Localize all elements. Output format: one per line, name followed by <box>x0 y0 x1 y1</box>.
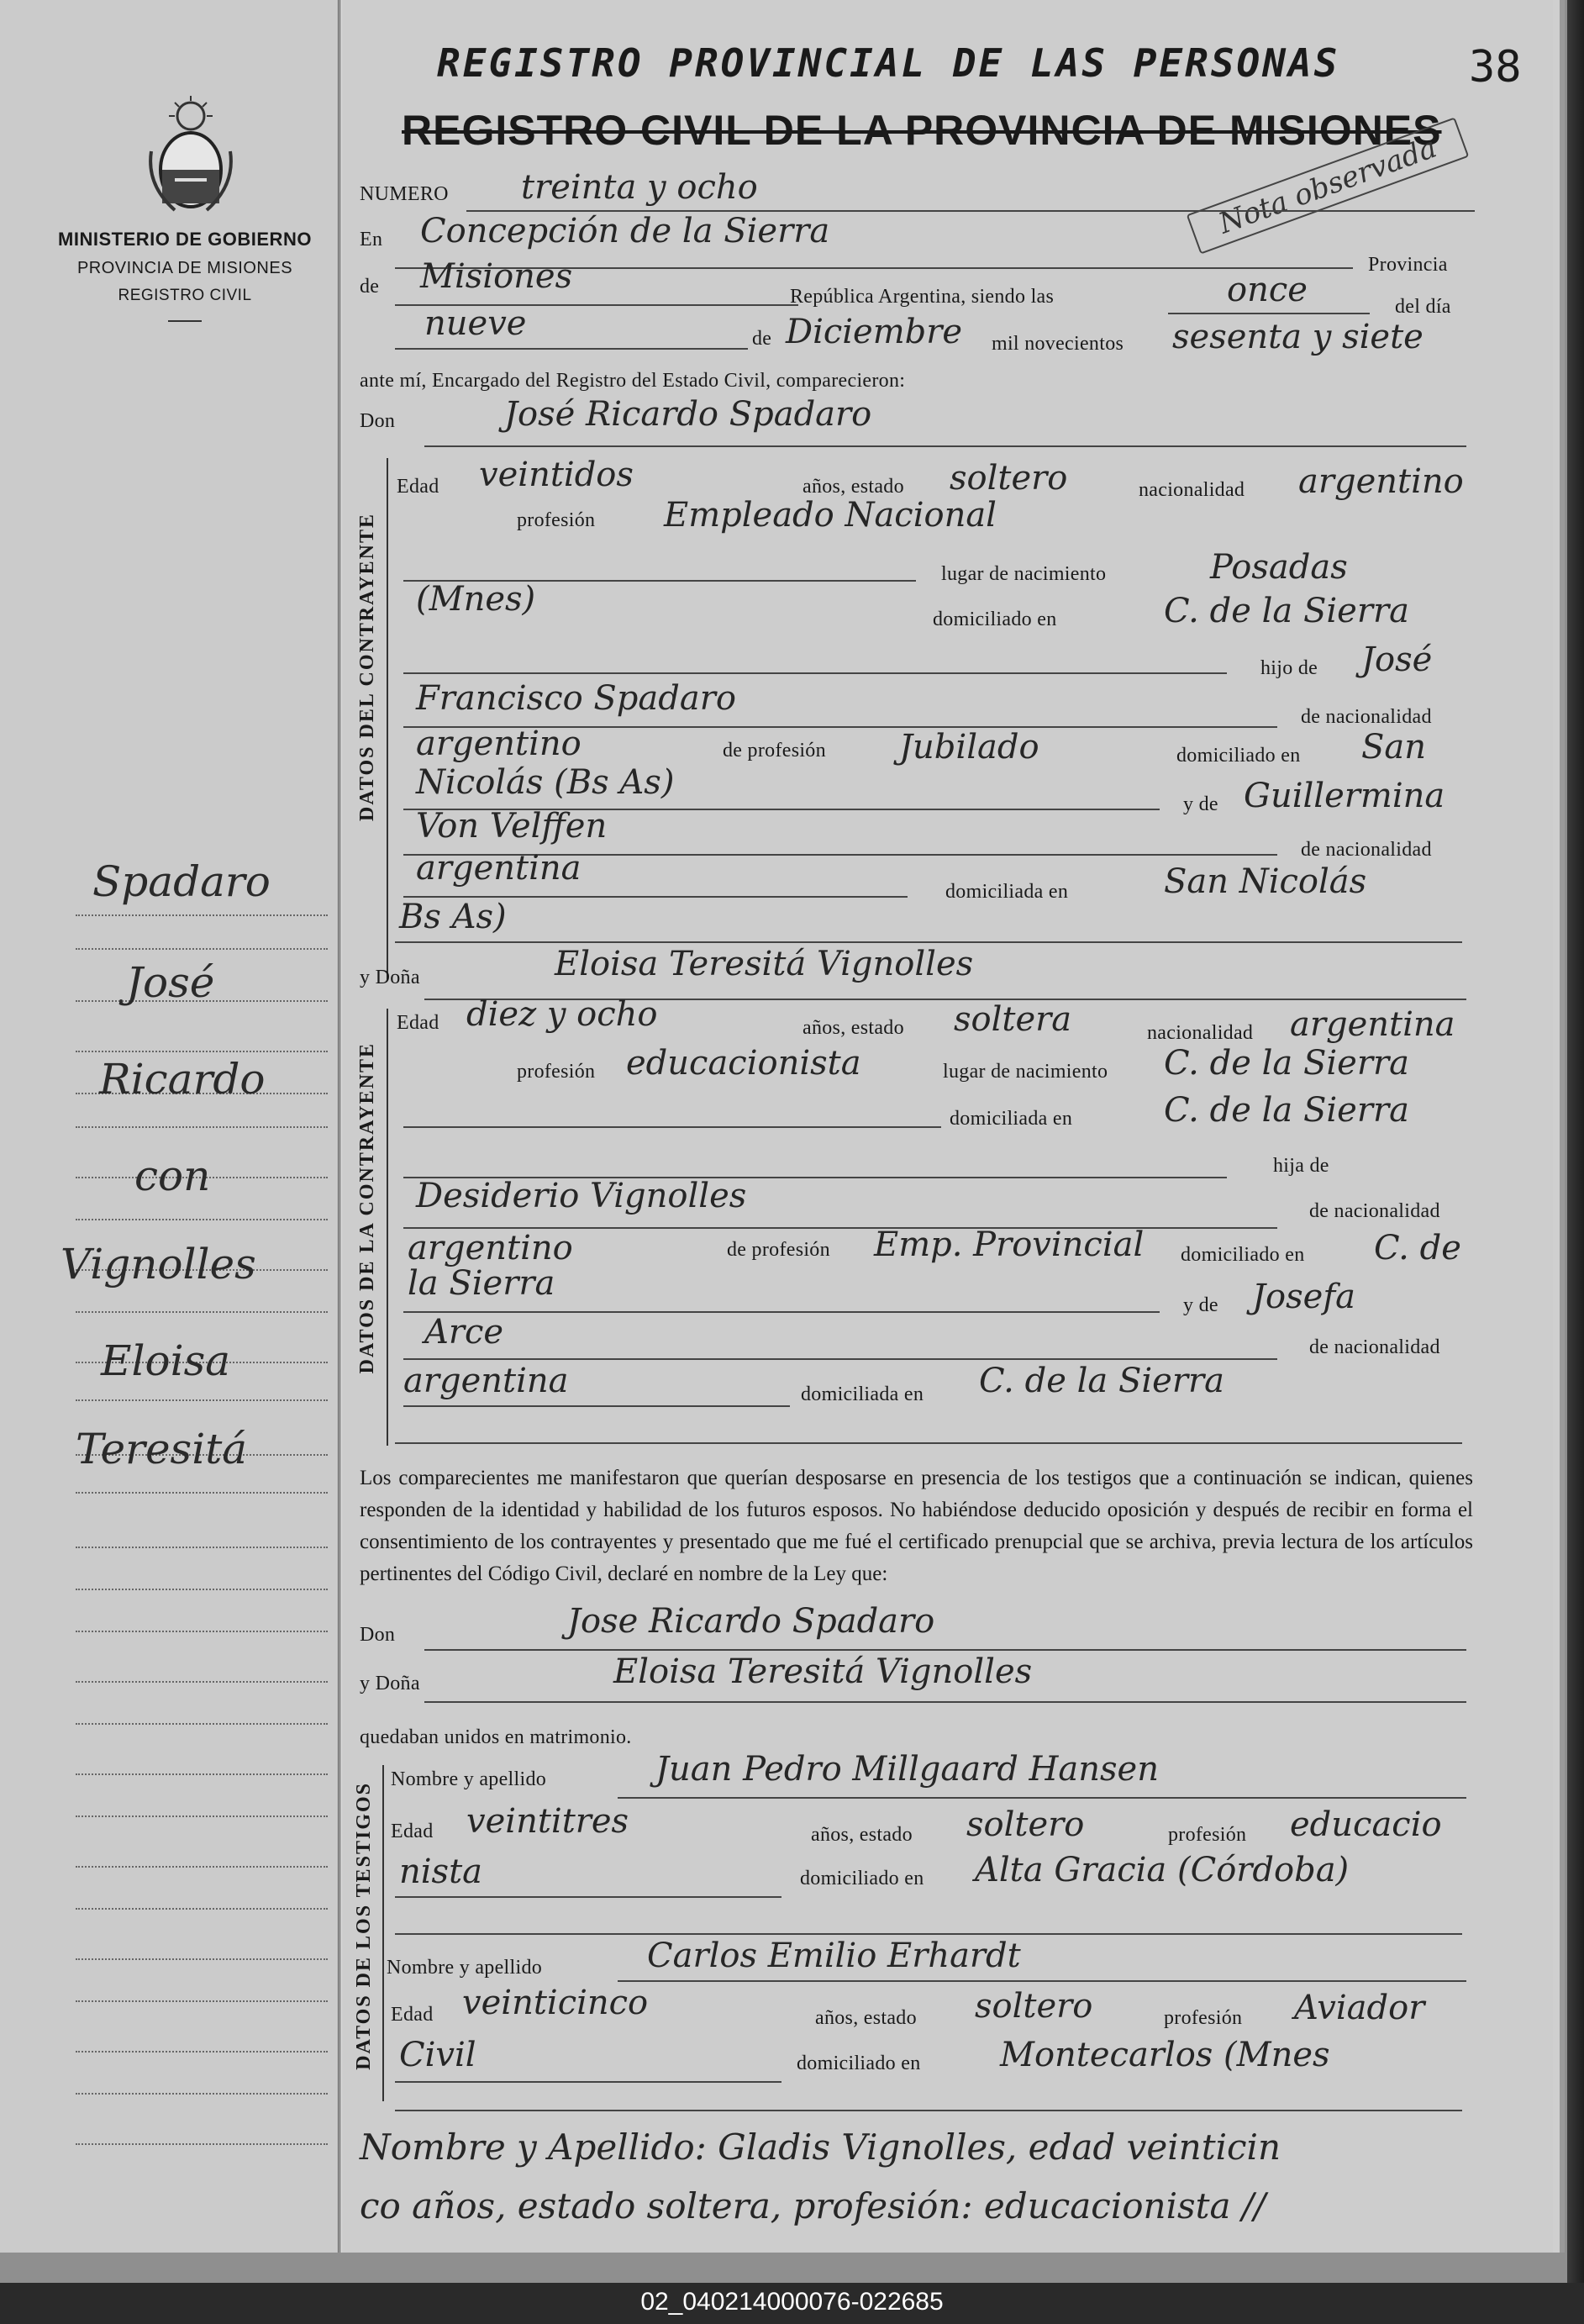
madre-domicilio-value-2: C. de la Sierra <box>979 1362 1224 1400</box>
scan-id-label: 02_040214000076-022685 <box>640 2288 944 2316</box>
de-profesion-label-2: de profesión <box>727 1239 830 1261</box>
t1-edad-label: Edad <box>391 1821 434 1842</box>
book-spine <box>1567 0 1584 2324</box>
ruled-line <box>76 1051 328 1052</box>
addendum-line-1: Nombre y Apellido: Gladis Vignolles, edad veinticin <box>360 2126 1281 2168</box>
annotation-stamp: Nota observada <box>1187 117 1470 254</box>
de-mes-label: de <box>752 328 772 350</box>
madre-domiciliada-label: domiciliada en <box>945 881 1069 903</box>
domiciliado-label: domiciliado en <box>933 609 1057 630</box>
t1-profesion-value: educacio <box>1290 1805 1442 1844</box>
estado-value: soltero <box>950 459 1068 498</box>
ruled-line <box>76 1866 328 1868</box>
hora-value: once <box>1227 271 1308 309</box>
estado-value-2: soltera <box>954 1000 1072 1039</box>
t2-domicilio-value: Montecarlos (Mnes <box>1000 2036 1330 2074</box>
padre-domicilio-cont-2: la Sierra <box>408 1264 555 1303</box>
t2-edad-value: veinticinco <box>462 1984 649 2022</box>
margin-name-connector: con <box>134 1151 211 1200</box>
ruled-line <box>76 1815 328 1817</box>
ministry-line-3: REGISTRO CIVIL <box>118 287 252 304</box>
contrayente-section-label: DATOS DEL CONTRAYENTE <box>356 513 378 821</box>
padre-nacionalidad-value: argentino <box>416 725 582 763</box>
ruled-line <box>76 1311 328 1313</box>
form-line <box>424 445 1466 447</box>
edad-label: Edad <box>397 476 439 498</box>
unidos-label: quedaban unidos en matrimonio. <box>360 1726 632 1748</box>
ruled-line <box>76 2051 328 2053</box>
margin-name-bride-first: Eloisa <box>101 1336 231 1385</box>
nacionalidad-label-2: nacionalidad <box>1147 1022 1254 1044</box>
edad-value-2: diez y ocho <box>466 995 658 1034</box>
ruled-line <box>76 2000 328 2002</box>
dona-value: Eloisa Teresitá Vignolles <box>555 945 974 983</box>
en-value: Concepción de la Sierra <box>420 212 830 250</box>
t1-anios-estado-label: años, estado <box>811 1824 913 1846</box>
madre-domiciliada-label-2: domiciliada en <box>801 1383 924 1405</box>
ruled-line <box>76 1681 328 1683</box>
registry-title: REGISTRO PROVINCIAL DE LAS PERSONAS <box>437 40 1340 86</box>
mes-value: Diciembre <box>786 313 963 351</box>
madre-value-cont: Von Velffen <box>416 807 608 846</box>
madre-nacionalidad-value: argentina <box>416 849 582 888</box>
form-line <box>395 941 1462 943</box>
form-line <box>403 1311 1160 1313</box>
dona-label: y Doña <box>360 967 420 988</box>
t2-anios-estado-label: años, estado <box>815 2007 917 2029</box>
t1-nombre-label: Nombre y apellido <box>391 1768 547 1790</box>
madre-domicilio-cont: Bs As) <box>399 898 507 936</box>
nacionalidad-value: argentino <box>1298 462 1464 501</box>
de-nacionalidad-label-3: de nacionalidad <box>1309 1200 1440 1222</box>
don-label: Don <box>360 410 396 432</box>
t1-profesion-label: profesión <box>1168 1824 1247 1846</box>
padre-domiciliado-label-2: domiciliado en <box>1181 1244 1305 1266</box>
margin-name-bride-second: Teresitá <box>76 1425 248 1473</box>
madre-value-cont-2: Arce <box>424 1313 504 1352</box>
de-nacionalidad-label: de nacionalidad <box>1301 706 1432 728</box>
edad-label-2: Edad <box>397 1012 439 1034</box>
registry-subtitle-struck: REGISTRO CIVIL DE LA PROVINCIA DE MISIONES <box>402 107 1442 154</box>
form-line <box>395 1933 1462 1935</box>
lugar-nacimiento-label-2: lugar de nacimiento <box>943 1061 1108 1083</box>
t2-profesion-cont: Civil <box>399 2036 476 2074</box>
padre-profesion-value: Jubilado <box>899 728 1039 767</box>
form-line <box>395 1896 781 1898</box>
ante-label: ante mí, Encargado del Registro del Estado Civil, comparecieron: <box>360 370 906 392</box>
t1-edad-value: veintitres <box>466 1802 629 1841</box>
mil-novecientos-label: mil novecientos <box>992 333 1124 355</box>
margin-name-bride-surname: Vignolles <box>61 1240 256 1288</box>
nacionalidad-value-2: argentina <box>1290 1005 1455 1044</box>
padre-domicilio-value: San <box>1361 728 1427 767</box>
t2-profesion-value: Aviador <box>1294 1989 1425 2027</box>
don-value: José Ricardo Spadaro <box>504 395 872 434</box>
padre-nacionalidad-value-2: argentino <box>408 1229 573 1267</box>
anios-estado-label: años, estado <box>803 476 904 498</box>
padre-domicilio-value-2: C. de <box>1374 1229 1461 1267</box>
padre-value-2: Desiderio Vignolles <box>416 1177 747 1215</box>
ruled-line <box>76 1958 328 1960</box>
profesion-value-2: educacionista <box>626 1044 861 1083</box>
edad-value: veintidos <box>479 456 634 494</box>
ruled-line <box>76 1908 328 1910</box>
page-number: 38 <box>1469 42 1522 92</box>
ruled-line <box>76 2093 328 2095</box>
contrayenta-section-label: DATOS DE LA CONTRAYENTE <box>356 1042 378 1374</box>
y-de-label-2: y de <box>1183 1294 1218 1316</box>
t2-domiciliado-label: domiciliado en <box>797 2053 921 2074</box>
de-nacionalidad-label-2: de nacionalidad <box>1301 839 1432 861</box>
lugar-value-cont: (Mnes) <box>416 580 536 619</box>
ruled-line <box>76 1773 328 1775</box>
t2-profesion-label: profesión <box>1164 2007 1243 2029</box>
ministry-divider <box>168 320 202 322</box>
de-profesion-label: de profesión <box>723 740 826 761</box>
t1-profesion-cont: nista <box>399 1852 483 1891</box>
dia-value: nueve <box>424 304 527 343</box>
anio-value: sesenta y siete <box>1172 318 1423 356</box>
y-de-label: y de <box>1183 793 1218 815</box>
ministry-line-2: PROVINCIA DE MISIONES <box>76 259 293 277</box>
padre-domicilio-cont: Nicolás (Bs As) <box>416 763 675 802</box>
ruled-line <box>76 914 328 916</box>
form-line <box>403 1405 790 1407</box>
t1-estado-value: soltero <box>966 1805 1085 1844</box>
de-nacionalidad-label-4: de nacionalidad <box>1309 1336 1440 1358</box>
form-line <box>403 672 1227 674</box>
form-line <box>618 1980 1466 1982</box>
ruled-line <box>76 1492 328 1494</box>
form-line <box>403 1358 1277 1360</box>
anios-estado-label-2: años, estado <box>803 1017 904 1039</box>
section-bracket <box>382 1765 384 2101</box>
t1-nombre-value: Juan Pedro Millgaard Hansen <box>655 1750 1159 1789</box>
ruled-line <box>76 1631 328 1632</box>
form-line <box>403 1126 941 1128</box>
ruled-line <box>76 1589 328 1590</box>
profesion-label-2: profesión <box>517 1061 596 1083</box>
decl-dona-value: Eloisa Teresitá Vignolles <box>613 1652 1033 1691</box>
hija-de-label: hija de <box>1273 1155 1329 1177</box>
form-line <box>1168 313 1370 314</box>
de-label: de <box>360 276 380 298</box>
domiciliada-label-2: domiciliada en <box>950 1108 1073 1130</box>
t2-estado-value: soltero <box>975 1987 1093 2026</box>
ruled-line <box>76 1399 328 1401</box>
ruled-line <box>76 1126 328 1128</box>
profesion-value: Empleado Nacional <box>664 496 997 535</box>
form-line <box>618 1797 1466 1799</box>
provincia-label: Provincia <box>1368 254 1448 276</box>
form-line <box>395 2081 781 2083</box>
margin-name-first: José <box>126 958 215 1007</box>
decl-don-label: Don <box>360 1624 396 1646</box>
ministry-line-1: MINISTERIO DE GOBIERNO <box>58 229 312 250</box>
decl-don-value: Jose Ricardo Spadaro <box>567 1602 935 1641</box>
numero-value: treinta y ocho <box>521 168 758 207</box>
ruled-line <box>76 948 328 950</box>
profesion-label: profesión <box>517 509 596 531</box>
ministry-heading <box>34 229 336 322</box>
form-line <box>395 1442 1462 1444</box>
lugar-nacimiento-label: lugar de nacimiento <box>941 563 1107 585</box>
lugar-value-2: C. de la Sierra <box>1164 1044 1409 1083</box>
ruled-line <box>76 2143 328 2145</box>
del-dia-label: del día <box>1395 296 1451 318</box>
form-line <box>424 1649 1466 1651</box>
t1-domiciliado-label: domiciliado en <box>800 1868 924 1889</box>
madre-nacionalidad-value-2: argentina <box>403 1362 569 1400</box>
t2-nombre-label: Nombre y apellido <box>387 1957 543 1979</box>
domicilio-value-2: C. de la Sierra <box>1164 1091 1409 1130</box>
lugar-value: Posadas <box>1210 548 1348 587</box>
form-line <box>395 348 748 350</box>
en-label: En <box>360 229 383 250</box>
declaration-paragraph: Los comparecientes me manifestaron que querían desposarse en presencia de los testigos que a continuación se indican, quienes responden de la identidad y habilidad de los futuros esposos. No habiéndose deducido oposición y después de recibir en forma el consentimiento de los contrayentes y presentado que me fué el certificado prenupcial que se archiva, previa lectura de los artículos pertinentes del Código Civil, declaré en nombre de la Ley que: <box>360 1467 1473 1585</box>
ruled-line <box>76 1547 328 1548</box>
madre-value-2: Josefa <box>1252 1278 1355 1316</box>
margin-name-second: Ricardo <box>99 1055 266 1104</box>
section-bracket <box>387 1009 388 1446</box>
addendum-line-2: co años, estado soltera, profesión: educacionista // <box>360 2185 1266 2227</box>
padre-value-cont: Francisco Spadaro <box>416 679 736 718</box>
margin-name-surname: Spadaro <box>92 857 271 906</box>
madre-value: Guillermina <box>1244 777 1445 815</box>
padre-value: José <box>1361 640 1433 679</box>
padre-domiciliado-label: domiciliado en <box>1176 745 1301 767</box>
testigos-section-label: DATOS DE LOS TESTIGOS <box>353 1782 375 2070</box>
argentina-coat-of-arms-icon <box>141 92 240 219</box>
de-value: Misiones <box>420 257 573 296</box>
decl-dona-label: y Doña <box>360 1673 420 1694</box>
numero-label: NUMERO <box>360 183 449 205</box>
ruled-line <box>76 1723 328 1725</box>
form-line <box>395 2110 1462 2111</box>
madre-domicilio-value: San Nicolás <box>1164 862 1367 901</box>
section-bracket <box>387 458 388 979</box>
domicilio-value: C. de la Sierra <box>1164 592 1409 630</box>
t2-nombre-value: Carlos Emilio Erhardt <box>647 1937 1021 1975</box>
t1-domicilio-value: Alta Gracia (Córdoba) <box>975 1851 1350 1889</box>
ruled-line <box>76 1219 328 1220</box>
form-line <box>424 1701 1466 1703</box>
nacionalidad-label: nacionalidad <box>1139 479 1245 501</box>
hijo-de-label: hijo de <box>1260 657 1318 679</box>
republica-label: República Argentina, siendo las <box>790 286 1055 308</box>
t2-edad-label: Edad <box>391 2004 434 2026</box>
padre-profesion-value-2: Emp. Provincial <box>874 1225 1145 1264</box>
